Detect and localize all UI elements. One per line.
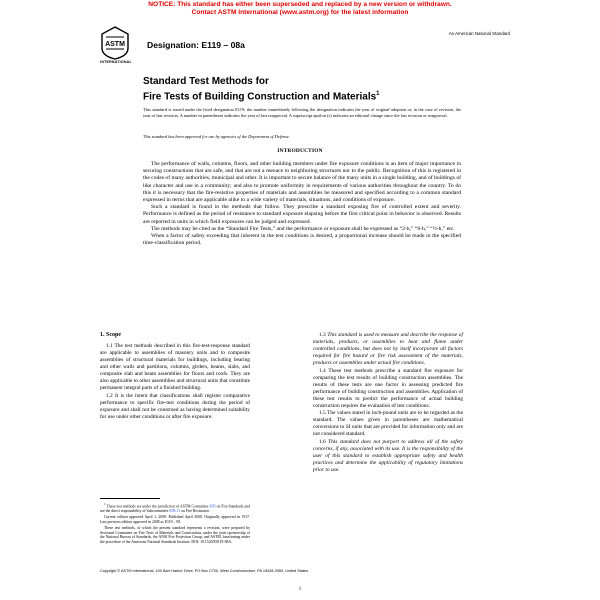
intro-paragraph: The performance of walls, columns, floors, and other building members under fire exposure conditions is an item of major importance in securing constructions that are safe, and that are not a menace to neighboring structures nor to the public. Recognition of this is registered in the codes of many authorities, municipal and other. It is important to secure balance of the many units in a single building, and of buildings of like character and use in a community; and also to promote uniformity in requirements of various authorities throughout the country. To do this it is necessary that the fire-resistive properties of materials and assemblies be measured and specified according to a common standard expressed in terms that are applicable alike to a wide variety of materials, situations, and conditions of exposure. xyxy=(143,161,461,204)
section-1-6-text: This standard does not purport to address all of the safety concerns, if any, associated with its use. It is the responsibility of the user of this standard to establish appropriate safety and health practices and determine the applicability of regulatory limitations prior to use. xyxy=(313,438,463,473)
document-title xyxy=(143,76,463,103)
copyright-line: Copyright © ASTM International, 100 Barr Harbor Drive, PO Box C700, West Conshohocken, PA 19428-2959, United States. xyxy=(100,569,310,573)
scope-heading: 1. Scope xyxy=(100,332,121,338)
section-1-4: 1.4 These test methods prescribe a standard fire exposure for comparing the test results of building construction assemblies. The results of these tests are one factor in assessing predicted fire performance of building construction and assemblies. Application of these test results to predict the performance of actual building construction requires the evaluation of test conditions. xyxy=(313,367,463,409)
footnote-1-text: on Fire Standards and are the direct responsibility of Subcommittee xyxy=(100,504,250,514)
section-1-3-number: 1.3 xyxy=(319,332,326,338)
footnote-1: $^1$ These test methods are under the jurisdiction of ASTM Committee E05 on Fire Standards and are the direct responsibility of Subcommittee E05.11 on Fire Resistance. xyxy=(100,502,250,514)
title-line-1: Standard Test Methods for xyxy=(143,76,269,87)
title-footnote-ref: 1 xyxy=(376,91,380,97)
national-standard-label: An American National Standard xyxy=(448,31,510,36)
footnote-divider xyxy=(100,498,160,499)
intro-paragraph: The methods may be cited as the “Standard Fire Tests,” and the performance or exposure shall be expressed as “2-h,” “6-h,” “½-h,” etc. xyxy=(151,225,455,232)
subcommittee-e0511-link[interactable]: E05.11 xyxy=(169,509,181,514)
introduction-heading: INTRODUCTION xyxy=(277,148,323,154)
footnote-history: These test methods, of which the present standard represents a revision, were prepared by Sectional Committee on Fire Tests of Materials and Construction, under the joint sponsorship of the National Bureau of Standards, the ANSI Fire Protection Group, and ASTM, functioning under the procedure of the American National Standards Institute. DOI: 10.1520/E0119-08A. xyxy=(100,525,250,545)
issued-statement: This standard is issued under the fixed designation E119; the number immediately following the designation indicates the year of original adoption or, in the case of revision, the year of last revision. A number in parentheses indicates the year of last reapproval. A superscript epsilon (ε) indicates an editorial change since the last revision or reapproval. xyxy=(143,107,461,118)
intro-paragraph: Such a standard is found in the methods that follow. They prescribe a standard exposing fire of controlled extent and severity. Performance is defined as the period of resistance to standard exposure elapsing before the first critical point in behavior is observed. Results are reported in units in which field exposures can be judged and expressed. xyxy=(143,204,461,225)
svg-text:ASTM: ASTM xyxy=(105,41,125,48)
withdrawn-notice xyxy=(0,1,600,17)
introduction-body xyxy=(143,161,461,247)
title-line-2: Fire Tests of Building Construction and Materials xyxy=(143,91,377,103)
footnote-1-text: on Fire Resistance. xyxy=(180,509,211,514)
section-1-6 xyxy=(313,439,463,474)
section-1-1: 1.1 The test methods described in this fire-test-response standard are applicable to assemblies of masonry units and to composite assemblies of structural materials for buildings, including bearing and other walls and partitions, columns, girders, beams, slabs, and composite slab and beam assemblies for floors and roofs. They are also applicable to other assemblies and structural units that constitute permanent integral parts of a finished building. xyxy=(100,343,250,391)
logo-caption: INTERNATIONAL xyxy=(100,60,132,64)
astm-logo-icon xyxy=(100,26,130,60)
footnote-edition: Current edition approved April 1, 2008. Published April 2008. Originally approved in 1917. Last previous edition approved in 2008 as E119 – 08. xyxy=(100,515,250,524)
page-number: 1 xyxy=(298,587,302,592)
footnotes xyxy=(100,502,250,546)
intro-paragraph: When a factor of safety exceeding that inherent in the test conditions is desired, a proportional increase should be made in the specified time-classification period. xyxy=(143,233,461,247)
footnote-1-text: These test methods are under the jurisdiction of ASTM Committee xyxy=(106,504,210,509)
scope-column-left xyxy=(100,332,250,421)
scope-column-right xyxy=(313,332,463,474)
section-1-3 xyxy=(313,332,463,367)
section-1-3-text: This standard is used to measure and describe the response of materials, products, or assemblies to heat and flame under controlled conditions, but does not by itself incorporate all factors required for fire hazard or fire risk assessment of the materials, products or assemblies under actual fire conditions. xyxy=(313,332,463,366)
notice-line-2: Contact ASTM International (www.astm.org) for the latest information xyxy=(191,9,409,16)
dod-approval: This standard has been approved for use by agencies of the Department of Defense. xyxy=(143,134,290,139)
section-1-5: 1.5 The values stated in inch-pound units are to be regarded as the standard. The values given in parentheses are mathematical conversions to SI units that are provided for information only and are not considered standard. xyxy=(313,410,463,437)
notice-line-1: NOTICE: This standard has either been superseded and replaced by a new version or withdrawn. xyxy=(148,1,452,8)
designation: Designation: E119 – 08a xyxy=(147,40,245,50)
section-1-2: 1.2 It is the intent that classifications shall register comparative performance to specific fire-test conditions during the period of exposure and shall not be construed as having determined suitability for use under other conditions or after fire exposure. xyxy=(100,392,250,420)
committee-e05-link[interactable]: E05 xyxy=(209,504,216,509)
section-1-6-number: 1.6 xyxy=(319,438,326,445)
